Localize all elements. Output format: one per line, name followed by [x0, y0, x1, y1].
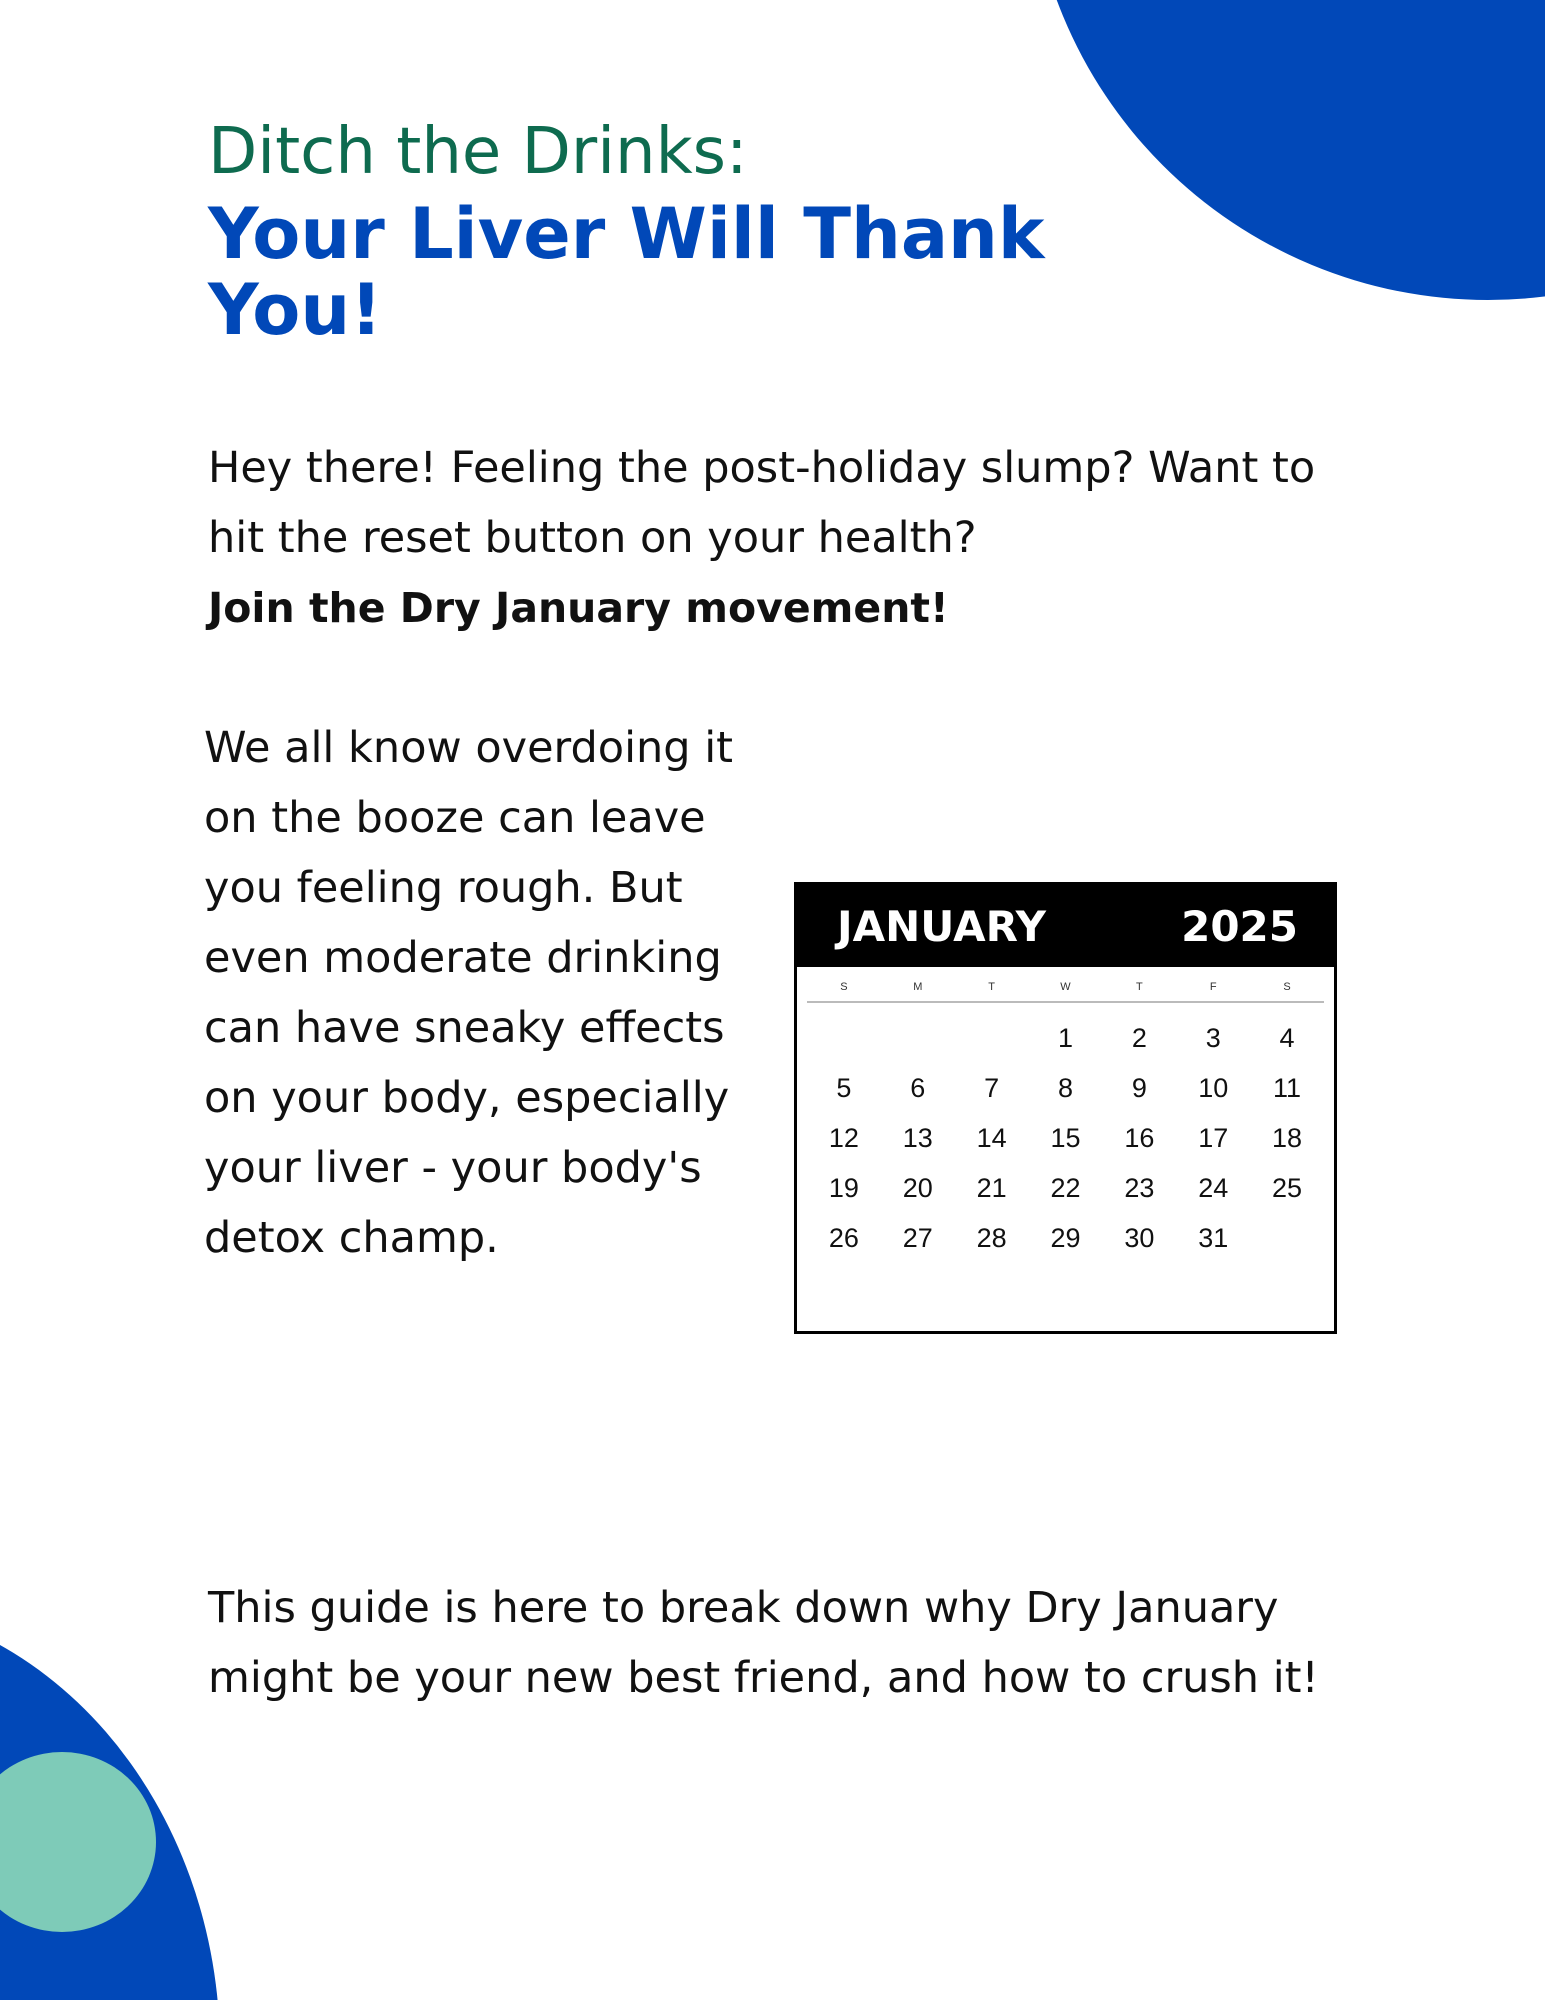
calendar-day: 10 [1198, 1072, 1229, 1103]
calendar-weekday: F [1209, 981, 1217, 993]
calendar-day: 18 [1272, 1122, 1303, 1153]
calendar-day: 12 [828, 1122, 859, 1153]
calendar-day: 22 [1050, 1172, 1081, 1203]
calendar-weekday: S [1283, 981, 1291, 993]
calendar-month: JANUARY [837, 901, 1047, 951]
title-line-2: Your Liver Will Thank You! [208, 193, 1045, 351]
calendar-day: 11 [1273, 1072, 1302, 1103]
calendar-weekday: M [913, 981, 923, 993]
calendar-day: 24 [1198, 1172, 1229, 1203]
calendar-day: 9 [1131, 1072, 1147, 1103]
calendar-day: 14 [976, 1122, 1007, 1153]
calendar-day: 4 [1279, 1022, 1295, 1053]
calendar-weekday: S [840, 981, 848, 993]
intro-bold-callout: Join the Dry January movement! [208, 584, 949, 632]
calendar-day: 26 [828, 1222, 859, 1253]
calendar-days-grid [807, 1013, 1324, 1263]
calendar-day: 16 [1124, 1122, 1155, 1153]
calendar-day: 6 [910, 1072, 926, 1103]
calendar-day: 25 [1272, 1172, 1303, 1203]
calendar-day: 29 [1050, 1222, 1081, 1253]
body-paragraph: We all know overdoing it on the booze can leave you feeling rough. But even moderate drinking can have sneaky effects on your body, especially your liver - your body's detox champ. [204, 723, 734, 1263]
calendar [794, 882, 1337, 1334]
calendar-day: 3 [1205, 1022, 1221, 1053]
calendar-weekday: W [1060, 981, 1071, 993]
calendar-weekday: T [1135, 981, 1143, 993]
calendar-weekdays [807, 981, 1324, 1003]
calendar-weekday: T [988, 981, 995, 993]
calendar-day: 20 [902, 1172, 933, 1203]
calendar-day: 8 [1057, 1072, 1073, 1103]
calendar-day: 23 [1124, 1172, 1155, 1203]
calendar-day: 21 [976, 1172, 1007, 1203]
calendar-day: 30 [1124, 1222, 1155, 1253]
calendar-day: 2 [1131, 1022, 1147, 1053]
calendar-day: 27 [902, 1222, 933, 1253]
calendar-day: 5 [836, 1072, 852, 1103]
calendar-day: 1 [1057, 1022, 1073, 1053]
calendar-year: 2025 [1181, 901, 1298, 951]
calendar-day: 28 [976, 1222, 1007, 1253]
calendar-day: 31 [1198, 1222, 1229, 1253]
calendar-day: 7 [984, 1072, 1000, 1103]
calendar-header [797, 885, 1334, 967]
intro-text: Hey there! Feeling the post-holiday slump? Want to hit the reset button on your health? [208, 443, 1316, 563]
calendar-day: 19 [828, 1172, 859, 1203]
calendar-day: 17 [1198, 1122, 1229, 1153]
calendar-day: 15 [1050, 1122, 1081, 1153]
intro-paragraph [208, 433, 1368, 643]
title-line-1: Ditch the Drinks: [208, 115, 748, 189]
calendar-day: 13 [902, 1122, 933, 1153]
outro-paragraph: This guide is here to break down why Dry January might be your new best friend, and how to crush it! [208, 1583, 1319, 1703]
